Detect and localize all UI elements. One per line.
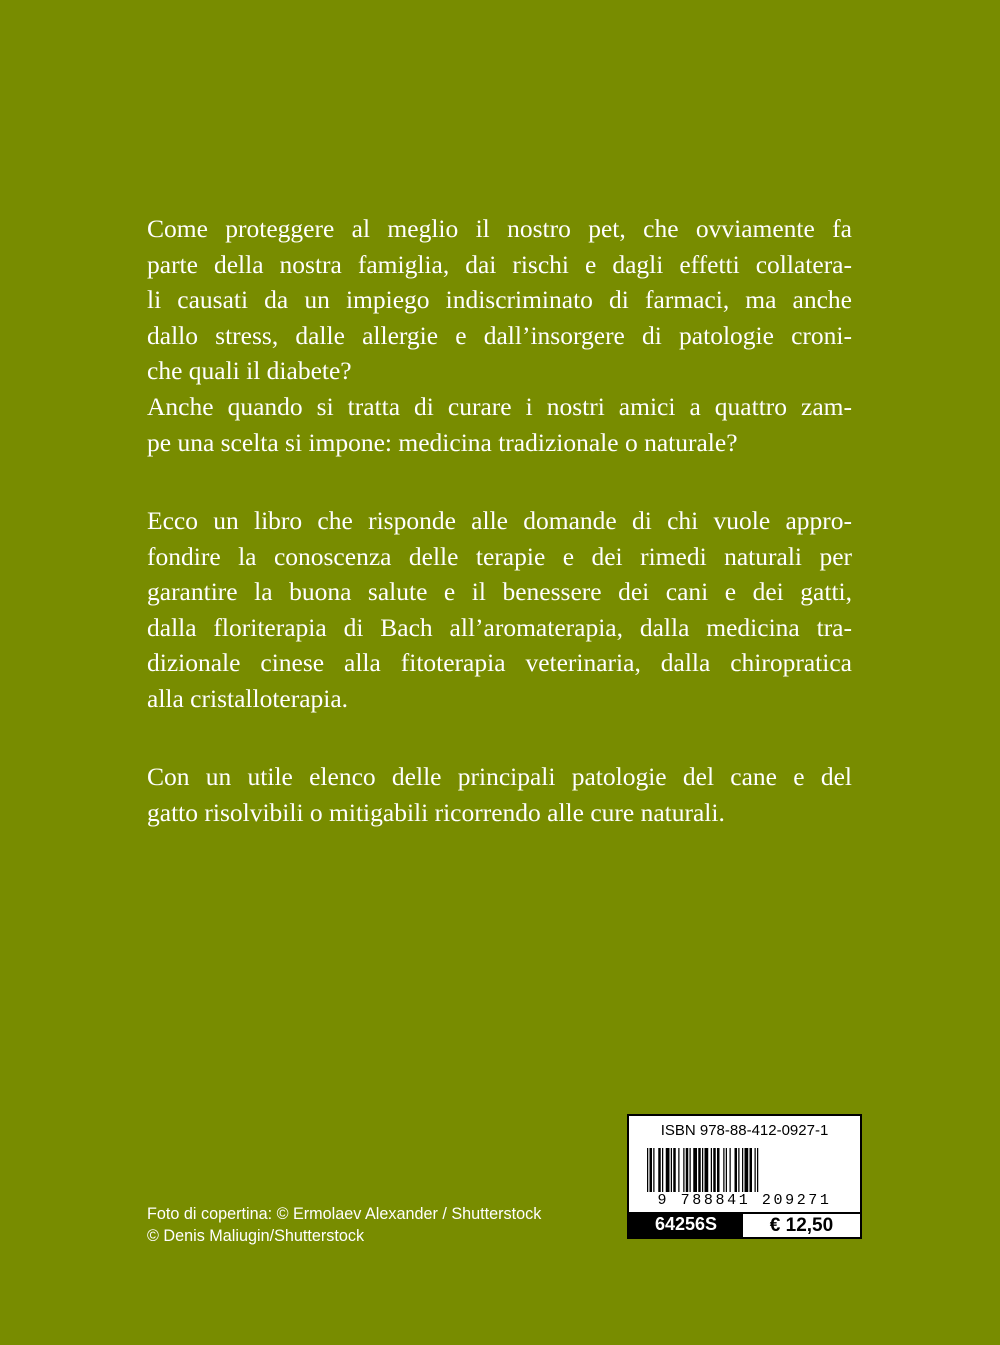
- text-line: alla cristalloterapia.: [147, 683, 349, 713]
- barcode-digits: 9 788841 209271: [657, 1192, 832, 1209]
- text-line: gatto risolvibili o mitigabili ricorrendo alle cure naturali.: [147, 797, 725, 827]
- text-line: Anche quando si tratta di curare i nostri amici a quattro zam-: [147, 391, 852, 421]
- text-line: pe una scelta si impone: medicina tradizionale o naturale?: [147, 427, 738, 457]
- product-code: 64256S: [629, 1212, 743, 1237]
- barcode-bar: [755, 1148, 756, 1192]
- price-label: € 12,50: [743, 1212, 860, 1237]
- description-paragraph-3: [147, 759, 852, 830]
- barcode-bar: [650, 1148, 653, 1192]
- barcode-box: [627, 1114, 862, 1239]
- barcode-bar: [742, 1148, 743, 1192]
- barcode-bar: [698, 1148, 701, 1192]
- barcode-bar: [702, 1148, 703, 1192]
- barcode-bar: [757, 1148, 758, 1192]
- text-line: garantire la buona salute e il benessere dei cani e dei gatti,: [147, 577, 852, 607]
- barcode-bar: [738, 1148, 739, 1192]
- barcode-bar: [662, 1148, 663, 1192]
- credit-line: Foto di copertina: © Ermolaev Alexander / Shutterstock: [147, 1205, 542, 1223]
- text-line: Come proteggere al meglio il nostro pet, che ovviamente fa: [147, 214, 852, 243]
- barcode-bar: [673, 1148, 676, 1192]
- text-line: dizionale cinese alla fitoterapia veterinaria, dalla chiropratica: [147, 648, 852, 678]
- isbn-text: ISBN 978-88-412-0927-1: [660, 1122, 829, 1139]
- text-line: li causati da un impiego indiscriminato di farmaci, ma anche: [147, 285, 852, 315]
- barcode-bar: [686, 1148, 689, 1192]
- barcode-bar: [711, 1148, 712, 1192]
- description-paragraph-2: [147, 503, 852, 717]
- barcode-bar: [658, 1148, 661, 1192]
- barcode-bar: [683, 1148, 684, 1192]
- barcode-icon: [647, 1148, 847, 1192]
- photo-credits: [147, 1203, 541, 1247]
- barcode-bar: [713, 1148, 716, 1192]
- barcode-bar: [693, 1148, 697, 1192]
- barcode-bar: [690, 1148, 691, 1192]
- barcode-bar: [671, 1148, 672, 1192]
- text-line: dalla floriterapia di Bach all’aromaterapia, dalla medicina tra-: [147, 612, 852, 642]
- credit-line: © Denis Maliugin/Shutterstock: [147, 1227, 365, 1245]
- description-paragraph-1: [147, 211, 852, 460]
- barcode-bar: [705, 1148, 709, 1192]
- barcode-bar: [647, 1148, 648, 1192]
- text-line: fondire la conoscenza delle terapie e dei rimedi naturali per: [147, 541, 852, 571]
- text-line: parte della nostra famiglia, dai rischi e dagli effetti collatera-: [147, 249, 852, 279]
- barcode-bar: [730, 1148, 731, 1192]
- text-line: Con un utile elenco delle principali patologie del cane e del: [147, 762, 852, 791]
- barcode-bar: [717, 1148, 720, 1192]
- barcode-bar: [653, 1148, 654, 1192]
- barcode-bar: [750, 1148, 753, 1192]
- barcode-bar: [678, 1148, 679, 1192]
- barcode-bar: [666, 1148, 670, 1192]
- barcode-bar: [735, 1148, 738, 1192]
- barcode-bar: [723, 1148, 724, 1192]
- text-line: Ecco un libro che risponde alle domande di chi vuole appro-: [147, 506, 852, 535]
- text-line: che quali il diabete?: [147, 356, 352, 386]
- text-line: dallo stress, dalle allergie e dall’insorgere di patologie croni-: [147, 320, 852, 350]
- barcode-bar: [726, 1148, 727, 1192]
- price-row: [629, 1212, 860, 1237]
- barcode-bar: [745, 1148, 749, 1192]
